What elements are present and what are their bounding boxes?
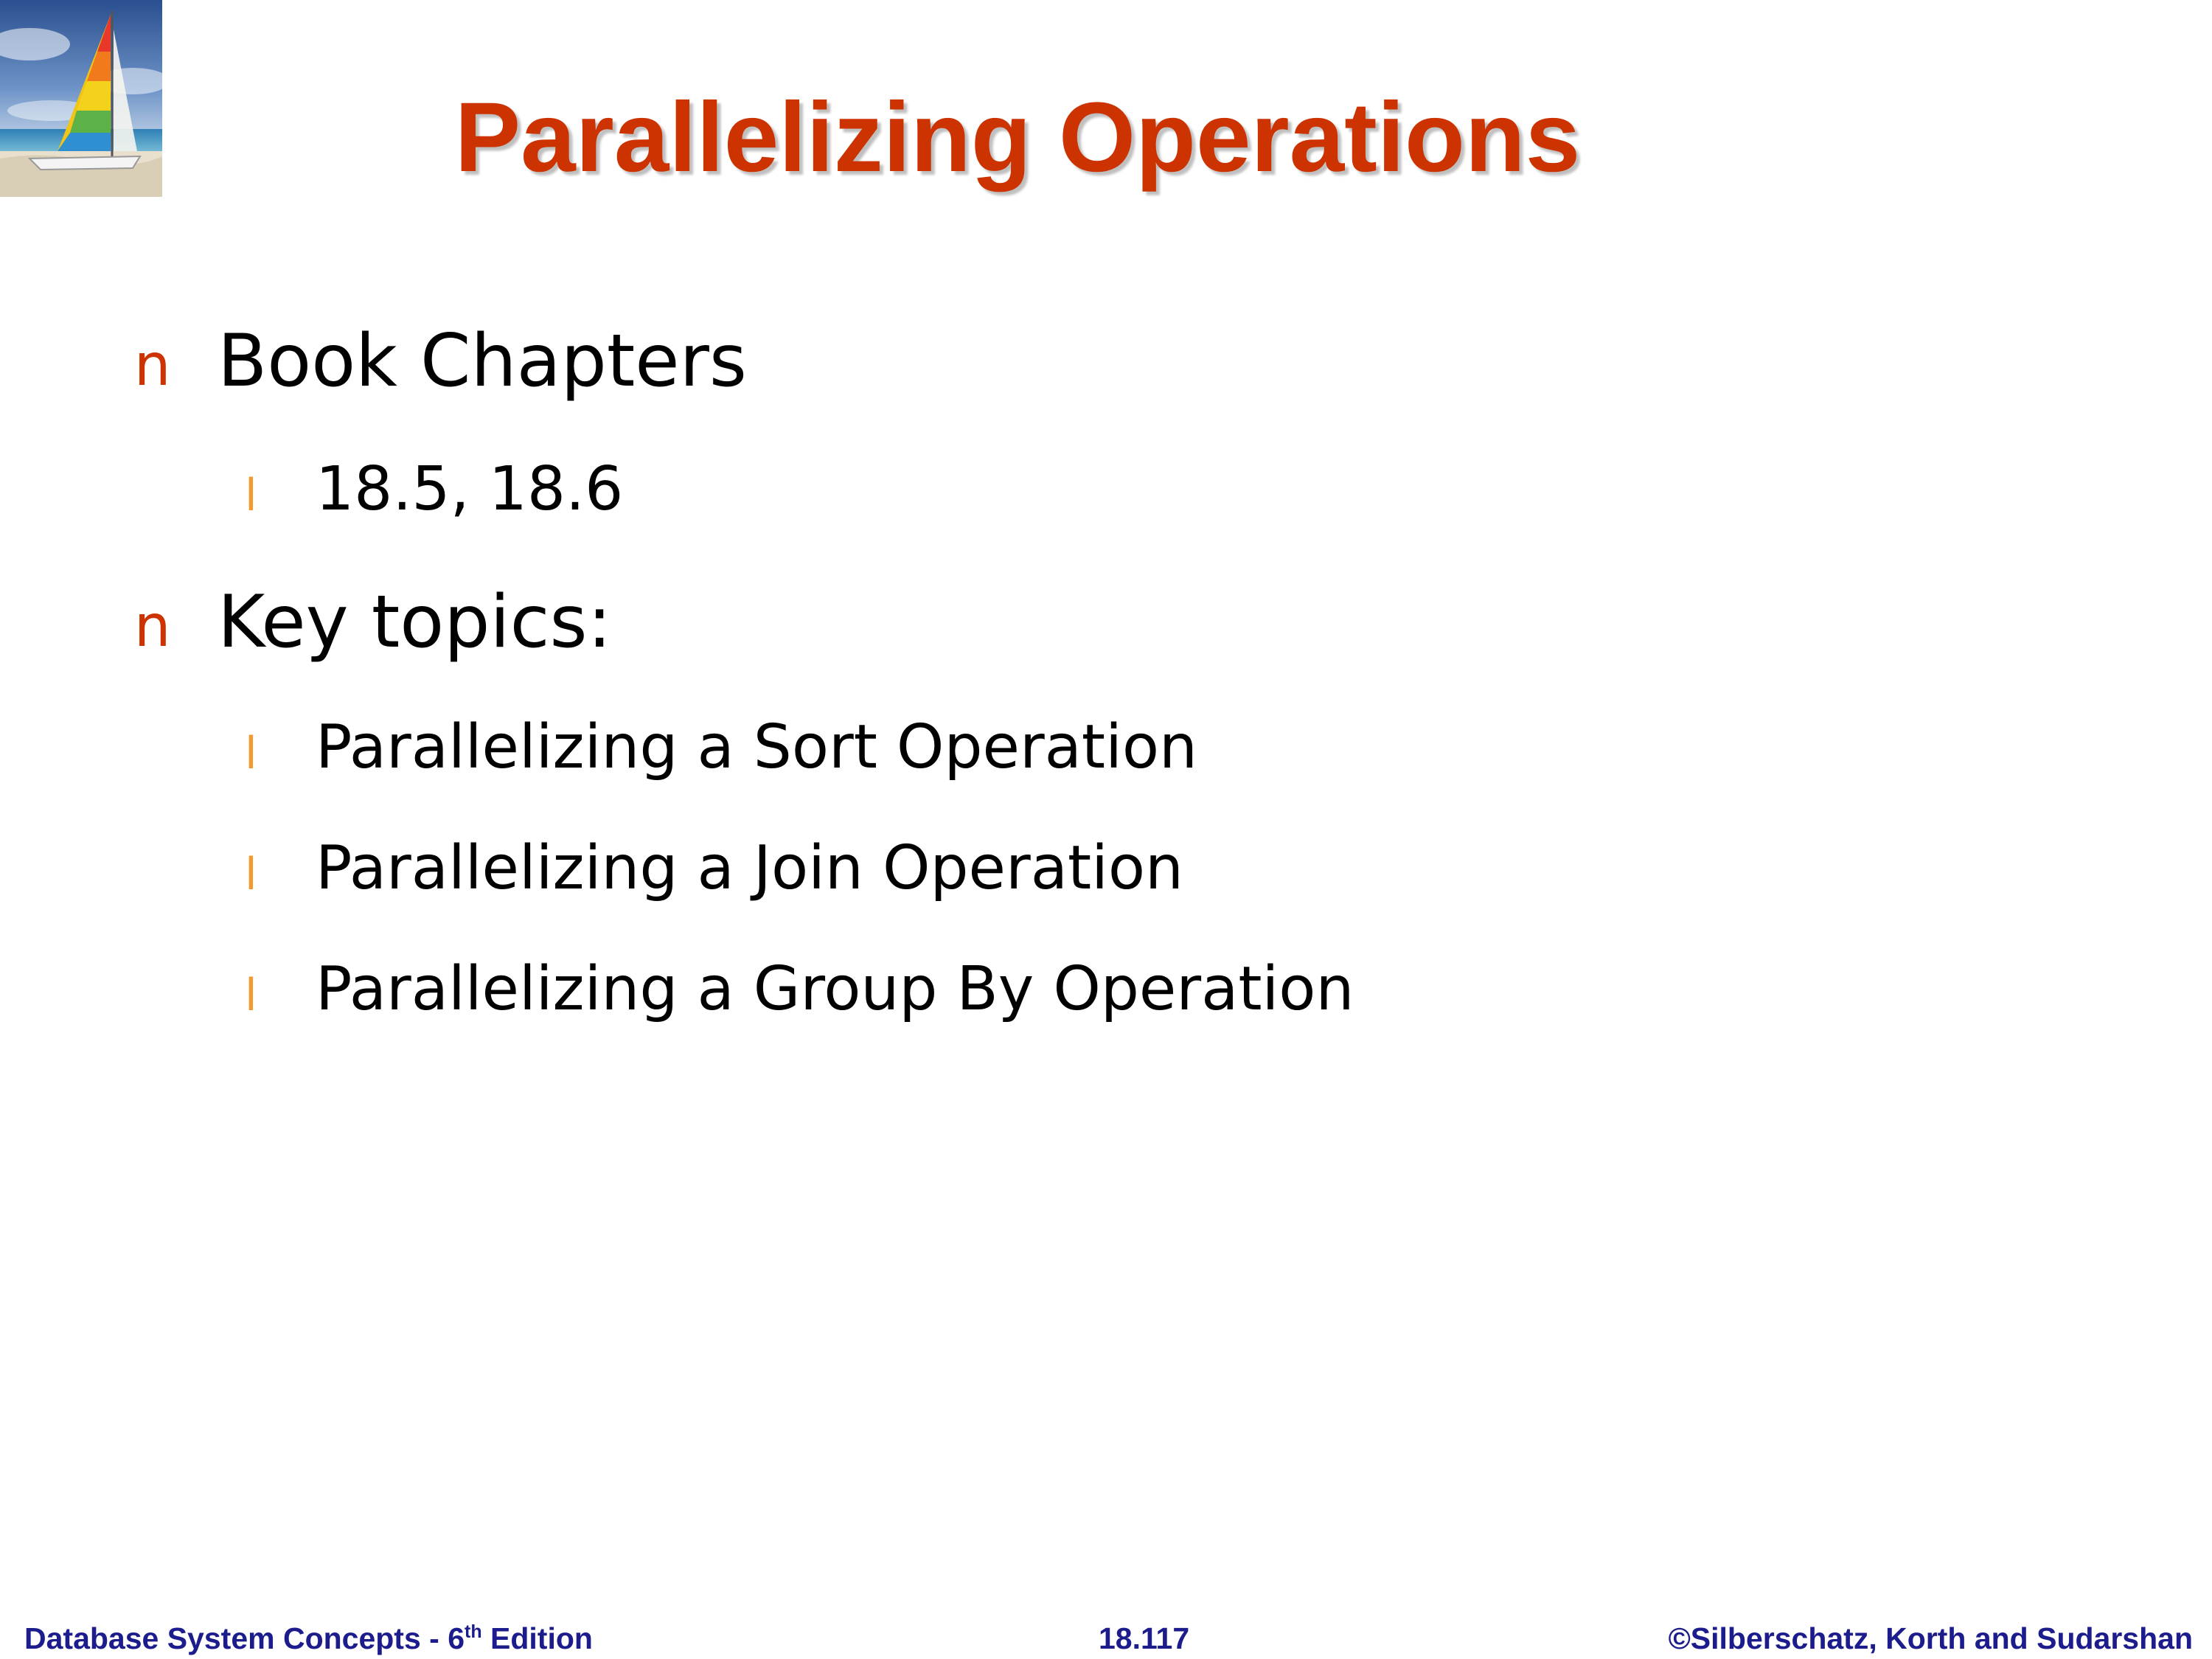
footer-copyright: ©Silberschatz, Korth and Sudarshan <box>1668 1621 2193 1655</box>
bullet-text: Key topics: <box>218 580 612 664</box>
sub-bullet-text: 18.5, 18.6 <box>316 454 624 524</box>
sub-bullet-chapter-numbers <box>245 453 624 526</box>
sub-bullet-marker: l <box>245 470 257 521</box>
sub-bullet-text: Parallelizing a Join Operation <box>316 833 1184 903</box>
bullet-book-chapters <box>134 317 747 406</box>
sub-bullet-sort <box>245 711 1198 785</box>
bullet-key-topics <box>134 578 612 667</box>
slide-title: Parallelizing Operations <box>454 83 1581 192</box>
sub-bullet-group-by <box>245 953 1354 1026</box>
sub-bullet-marker: l <box>245 849 257 900</box>
bullet-marker: n <box>134 333 171 399</box>
sub-bullet-marker: l <box>245 970 257 1021</box>
footer-page-number: 18.117 <box>1099 1621 1190 1655</box>
sub-bullet-text: Parallelizing a Group By Operation <box>316 954 1354 1024</box>
footer-book-title: Database System Concepts - 6th Edition <box>24 1621 593 1655</box>
bullet-text: Book Chapters <box>218 319 747 403</box>
sub-bullet-text: Parallelizing a Sort Operation <box>316 712 1198 782</box>
bullet-marker: n <box>134 594 171 660</box>
sub-bullet-join <box>245 832 1184 905</box>
sub-bullet-marker: l <box>245 728 257 779</box>
